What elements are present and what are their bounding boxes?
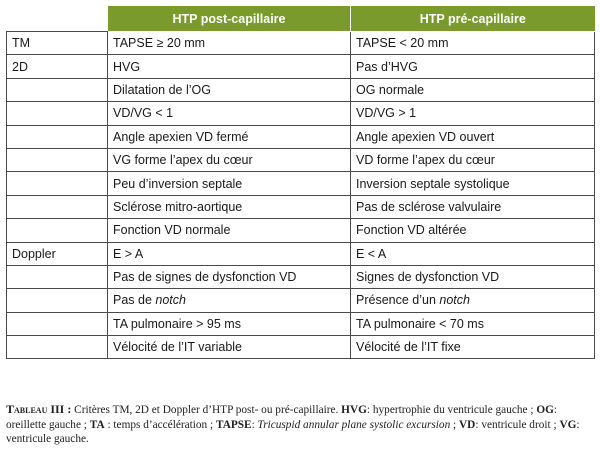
category-cell: 2D [7,55,108,78]
abbr-sep: : [475,418,482,431]
post-capillaire-cell: Vélocité de l’IT variable [108,336,351,359]
table-row [7,336,595,359]
pre-capillaire-cell: Pas d’HVG [351,55,595,78]
abbr-end: ; [550,418,560,431]
table-row [7,242,595,265]
post-capillaire-cell [108,289,351,312]
header-post-capillaire: HTP post-capillaire [108,6,351,32]
cell-text: Présence d’un [356,293,440,308]
abbr-term: VG [559,418,577,431]
table-row [7,312,595,335]
post-capillaire-cell: Peu d’inversion septale [108,172,351,195]
abbr-end: ; [80,418,90,431]
post-capillaire-cell: TA pulmonaire > 95 ms [108,312,351,335]
post-capillaire-cell: Dilatation de l’OG [108,78,351,101]
table-row [7,78,595,101]
category-cell [7,125,108,148]
abbr-end: ; [450,418,460,431]
table-row [7,125,595,148]
abbr-end: . [85,433,89,445]
pre-capillaire-cell: VD forme l’apex du cœur [351,148,595,171]
abbr-def: temps d’accélération [113,418,208,431]
header-row [7,6,595,32]
category-cell [7,102,108,125]
pre-capillaire-cell: Signes de dysfonction VD [351,265,595,288]
category-cell [7,219,108,242]
post-capillaire-cell: E > A [108,242,351,265]
pre-capillaire-cell: Vélocité de l’IT fixe [351,336,595,359]
header-pre-capillaire: HTP pré-capillaire [351,6,595,32]
abbr-def: hypertrophie du ventricule gauche [372,404,528,416]
pre-capillaire-cell: VD/VG > 1 [351,102,595,125]
abbr-term: TAPSE [216,418,252,431]
abbr-sep: : [553,404,558,416]
cell-italic-text: notch [155,293,186,308]
cell-italic-text: notch [439,293,470,308]
criteria-table [6,6,595,359]
abbr-term: HVG [341,404,367,416]
table-caption [6,402,594,447]
pre-capillaire-cell: E < A [351,242,595,265]
pre-capillaire-cell: OG normale [351,78,595,101]
category-cell [7,265,108,288]
pre-capillaire-cell: TA pulmonaire < 70 ms [351,312,595,335]
category-cell: TM [7,32,108,55]
category-cell [7,336,108,359]
abbr-sep: : [366,404,373,416]
pre-capillaire-cell: Pas de sclérose valvulaire [351,195,595,218]
abbr-term: OG [536,404,554,416]
post-capillaire-cell: VG forme l’apex du cœur [108,148,351,171]
category-cell [7,148,108,171]
abbr-term: VD [459,418,476,431]
pre-capillaire-cell [351,289,595,312]
post-capillaire-cell: Fonction VD normale [108,219,351,242]
post-capillaire-cell: HVG [108,55,351,78]
table-row [7,172,595,195]
abbr-def: oreillette gauche [6,418,81,431]
abbr-def: Tricuspid annular plane systolic excursion [257,418,451,431]
abbr-sep: : [251,418,258,431]
abbr-def: ventricule droit [481,418,551,431]
category-cell [7,172,108,195]
header-corner [7,6,108,32]
pre-capillaire-cell: TAPSE < 20 mm [351,32,595,55]
category-cell [7,289,108,312]
table-row [7,289,595,312]
table-row [7,102,595,125]
table-row [7,55,595,78]
caption-intro: Critères TM, 2D et Doppler d’HTP post- ou pré-capillaire. [71,404,342,416]
abbr-term: TA [89,418,105,431]
abbr-sep: : [104,418,114,431]
caption-label: Tableau III : [6,402,72,416]
pre-capillaire-cell: Fonction VD altérée [351,219,595,242]
table-row [7,265,595,288]
cell-text: Pas de [113,293,156,308]
table-row [7,195,595,218]
category-cell: Doppler [7,242,108,265]
abbr-end: ; [527,404,537,416]
post-capillaire-cell: Angle apexien VD fermé [108,125,351,148]
abbr-sep: : [576,418,580,431]
table-row [7,148,595,171]
category-cell [7,312,108,335]
pre-capillaire-cell: Angle apexien VD ouvert [351,125,595,148]
abbr-def: ventricule gauche [6,433,86,445]
post-capillaire-cell: Pas de signes de dysfonction VD [108,265,351,288]
post-capillaire-cell: VD/VG < 1 [108,102,351,125]
post-capillaire-cell: TAPSE ≥ 20 mm [108,32,351,55]
table-row [7,219,595,242]
category-cell [7,78,108,101]
category-cell [7,195,108,218]
pre-capillaire-cell: Inversion septale systolique [351,172,595,195]
post-capillaire-cell: Sclérose mitro-aortique [108,195,351,218]
table-row [7,32,595,55]
abbr-end: ; [207,418,216,431]
